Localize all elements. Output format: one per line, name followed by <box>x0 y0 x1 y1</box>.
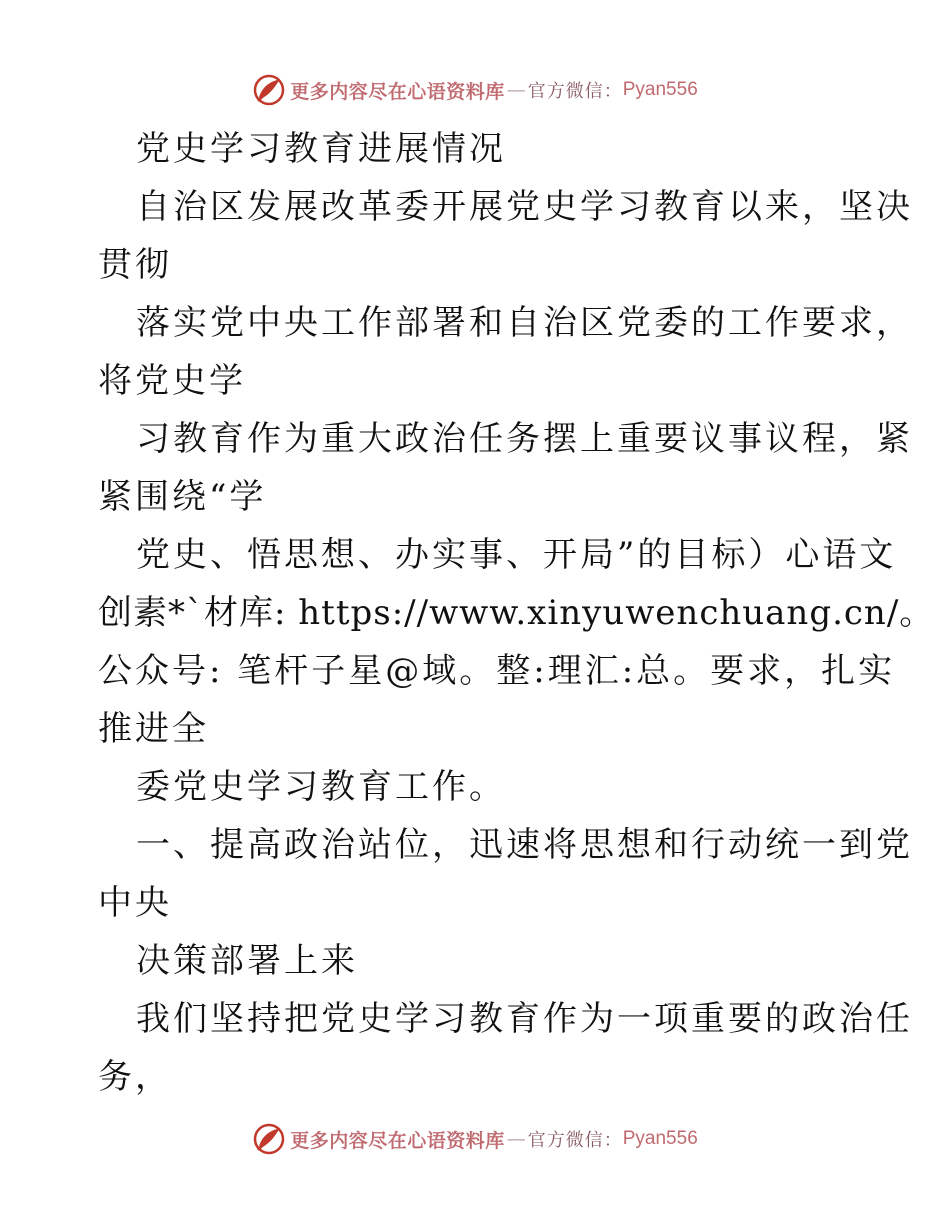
text-line: 将党史学 <box>98 361 246 401</box>
text-line: 推进全 <box>98 709 209 749</box>
banner-text: 更多内容尽在心语资料库 <box>290 1129 505 1152</box>
text-line: 务， <box>98 1057 172 1097</box>
banner-dash: — <box>506 79 526 101</box>
banner-wechat-id: Pyan556 <box>622 1128 698 1149</box>
banner-official-label: 官方微信： <box>527 1130 623 1151</box>
text-line: 委党史学习教育工作。 <box>136 767 506 807</box>
text-line: 自治区发展改革委开展党史学习教育以来，坚决 <box>136 187 913 227</box>
text-line: 公众号: 笔杆子星@域。整:理汇:总。要求，扎实 <box>98 651 896 691</box>
banner-wechat-id: Pyan556 <box>622 79 698 100</box>
text-line: 贯彻 <box>98 245 172 285</box>
banner-text: 更多内容尽在心语资料库 <box>290 80 505 103</box>
document-body <box>98 120 935 1106</box>
text-line: 决策部署上来 <box>136 941 358 981</box>
text-line: 我们坚持把党史学习教育作为一项重要的政治任 <box>136 999 913 1039</box>
text-line: 紧围绕“学 <box>98 477 267 517</box>
pen-logo-icon <box>252 1122 286 1156</box>
header-watermark-banner <box>0 70 950 110</box>
text-line: 中央 <box>98 883 172 923</box>
banner-official-label: 官方微信： <box>527 81 623 102</box>
text-line: 创素*`材库: https://www.xinyuwenchuang.cn/。 <box>98 593 935 633</box>
banner-dash: — <box>506 1128 526 1150</box>
text-line: 党史学习教育进展情况 <box>136 129 506 169</box>
text-line: 一、提高政治站位，迅速将思想和行动统一到党 <box>136 825 913 865</box>
text-line: 落实党中央工作部署和自治区党委的工作要求， <box>136 303 913 343</box>
text-line: 习教育作为重大政治任务摆上重要议事议程，紧 <box>136 419 913 459</box>
footer-watermark-banner <box>0 1119 950 1159</box>
text-line: 党史、悟思想、办实事、开局”的目标）心语文 <box>136 535 897 575</box>
pen-logo-icon <box>252 73 286 107</box>
